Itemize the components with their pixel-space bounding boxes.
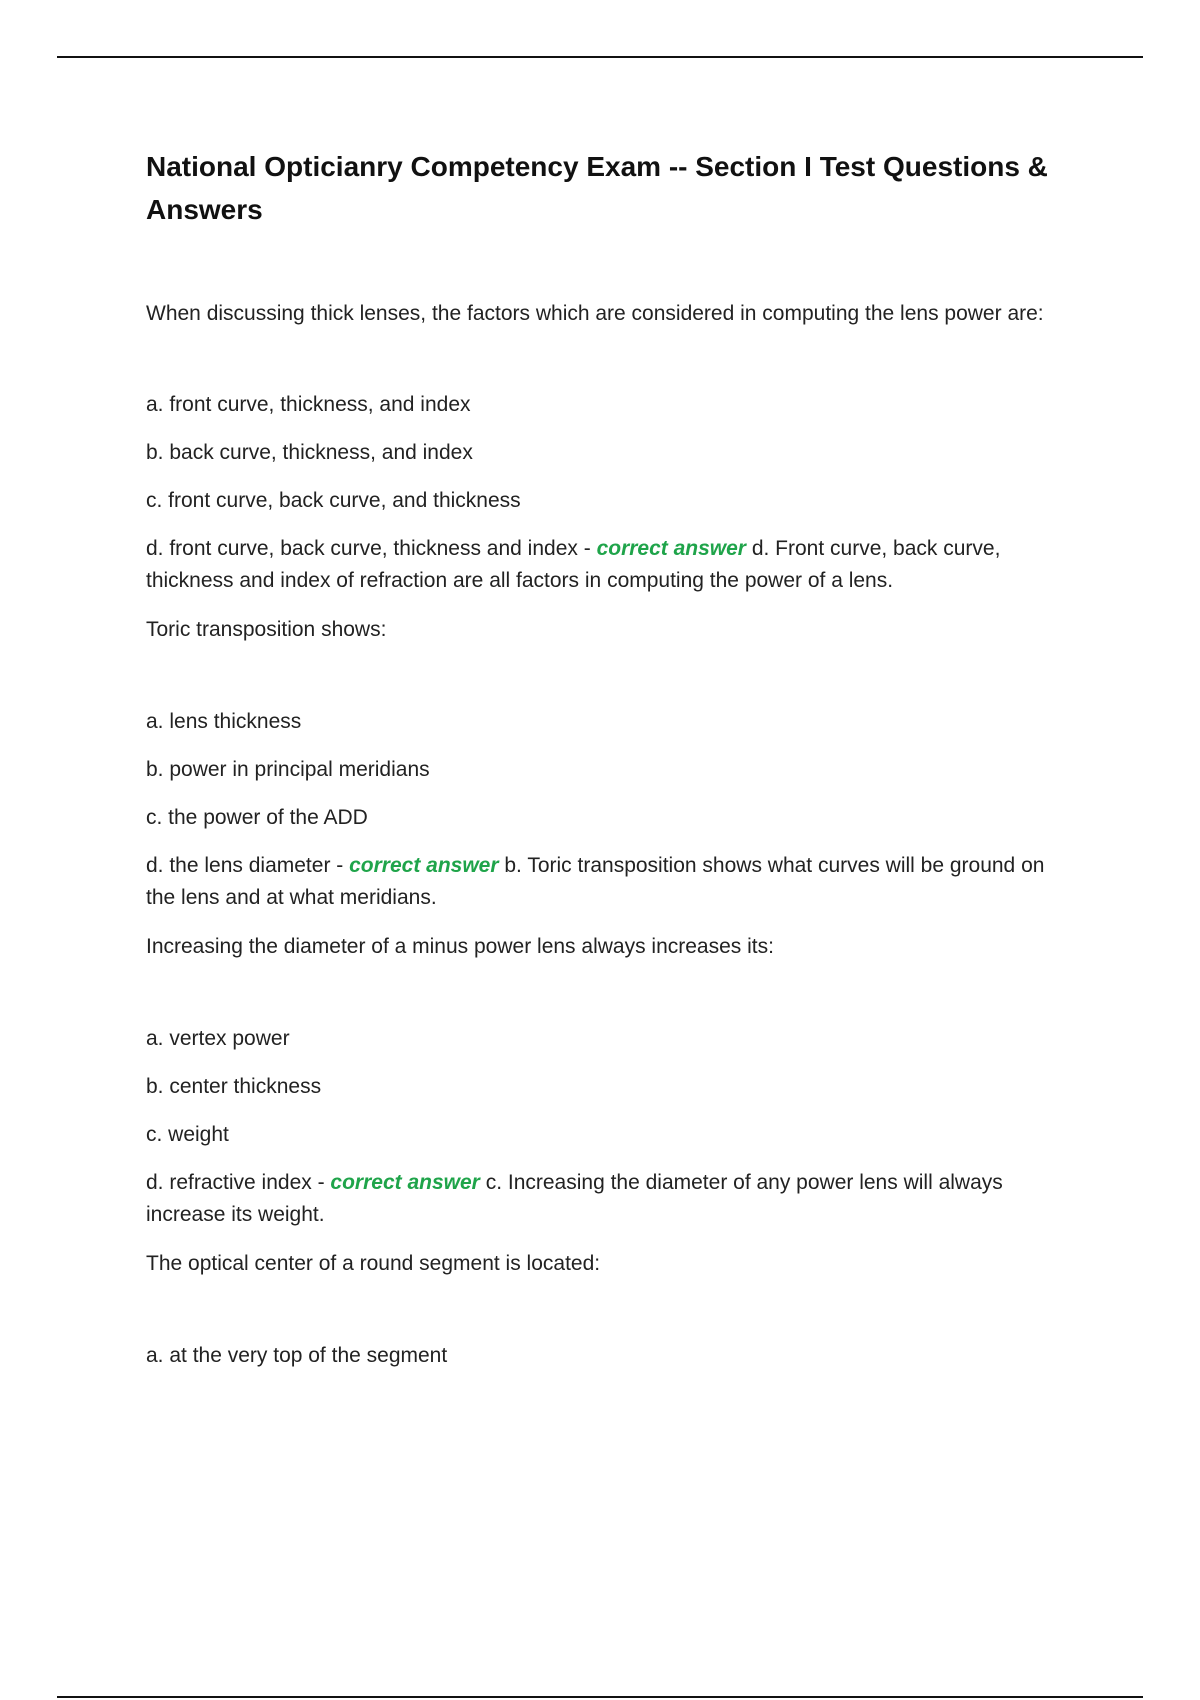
question-block-4: [146, 1248, 1076, 1372]
question-text: Increasing the diameter of a minus power lens always increases its:: [146, 935, 774, 958]
answer-option-with-explanation: [146, 1167, 1076, 1231]
answer-option: b. center thickness: [146, 1075, 322, 1098]
question-text: The optical center of a round segment is located:: [146, 1252, 601, 1275]
answer-option: a. vertex power: [146, 1027, 290, 1050]
answer-explanation: c. Increasing the diameter of any power lens will always increase its weight.: [146, 1171, 1003, 1226]
answer-option: a. front curve, thickness, and index: [146, 393, 471, 416]
answer-option: a. at the very top of the segment: [146, 1344, 448, 1367]
answer-explanation: d. Front curve, back curve, thickness and index of refraction are all factors in computing the power of a lens.: [146, 537, 1001, 592]
answer-explanation: b. Toric transposition shows what curves will be ground on the lens and at what meridians.: [146, 854, 1045, 909]
answer-option: b. back curve, thickness, and index: [146, 441, 473, 464]
question-block-1: [146, 298, 1076, 597]
answer-option: c. front curve, back curve, and thickness: [146, 489, 521, 512]
document-body: [146, 145, 1076, 1388]
answer-option: a. lens thickness: [146, 710, 302, 733]
header-rule: [57, 56, 1143, 58]
document-title: National Opticianry Competency Exam -- Section I Test Questions & Answers: [146, 151, 1048, 225]
answer-option-with-explanation: [146, 533, 1076, 597]
separator: -: [311, 1171, 331, 1194]
correct-answer-label: correct answer: [330, 1171, 480, 1194]
answer-option-text: d. the lens diameter: [146, 854, 331, 877]
correct-answer-label: correct answer: [349, 854, 499, 877]
question-text: When discussing thick lenses, the factors which are considered in computing the lens power are:: [146, 302, 1044, 325]
question-block-2: [146, 614, 1076, 914]
footer-rule: [57, 1696, 1143, 1698]
answer-option: c. the power of the ADD: [146, 806, 368, 829]
correct-answer-label: correct answer: [596, 537, 746, 560]
answer-option: b. power in principal meridians: [146, 758, 430, 781]
answer-option-with-explanation: [146, 850, 1076, 914]
question-text: Toric transposition shows:: [146, 618, 387, 641]
answer-option-text: d. front curve, back curve, thickness and index: [146, 537, 578, 560]
separator: -: [330, 854, 350, 877]
separator: -: [577, 537, 597, 560]
answer-option: c. weight: [146, 1123, 229, 1146]
question-block-3: [146, 931, 1076, 1231]
answer-option-text: d. refractive index: [146, 1171, 312, 1194]
